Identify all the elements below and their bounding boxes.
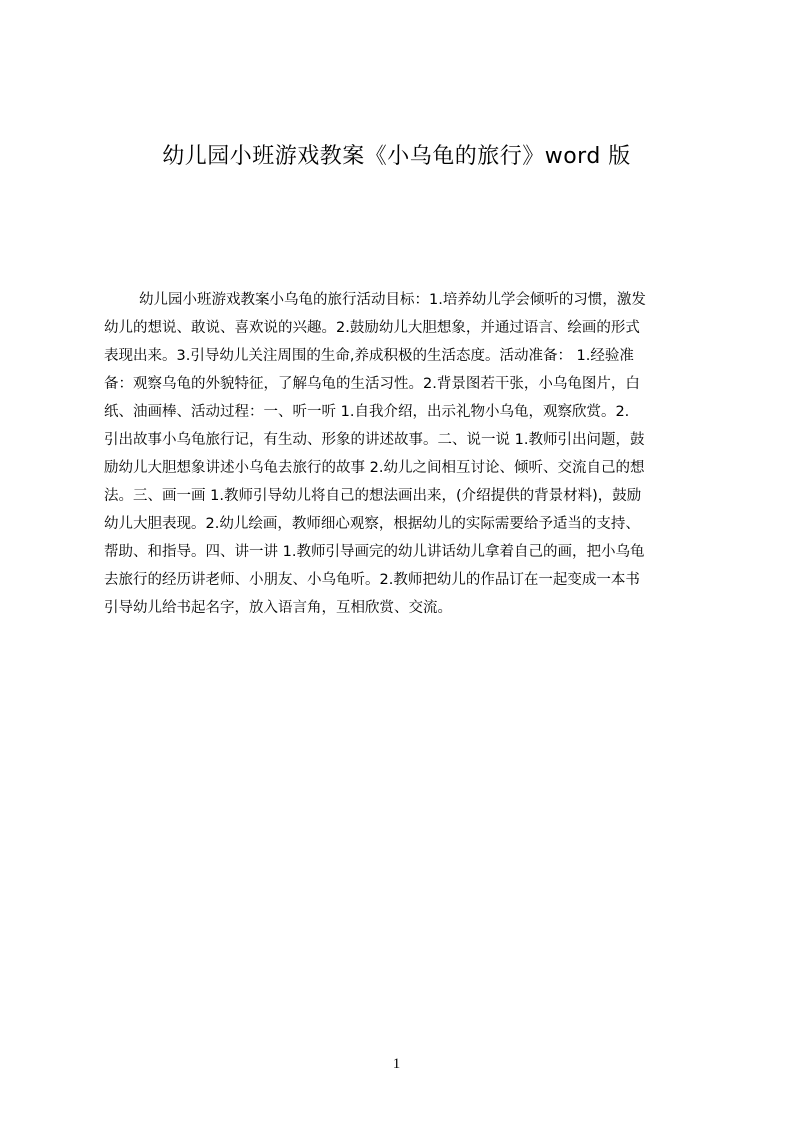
body-line: 励幼儿大胆想象讲述小乌龟去旅行的故事 2.幼儿之间相互讨论、倾听、交流自己的想 bbox=[104, 460, 645, 476]
body-line: 幼儿的想说、敢说、喜欢说的兴趣。2.鼓励幼儿大胆想象，并通过语言、绘画的形式 bbox=[104, 320, 640, 336]
document-body bbox=[104, 286, 698, 626]
body-line: 备：观察乌龟的外貌特征，了解乌龟的生活习性。2.背景图若干张，小乌龟图片，白 bbox=[104, 376, 640, 392]
body-line: 幼儿大胆表现。2.幼儿绘画，教师细心观察，根据幼儿的实际需要给予适当的支持、 bbox=[104, 516, 640, 532]
body-line: 法。三、画一画 1.教师引导幼儿将自己的想法画出来，(介绍提供的背景材料)，鼓励 bbox=[104, 488, 642, 504]
page-number: 1 bbox=[392, 1056, 401, 1072]
body-line: 表现出来。3.引导幼儿关注周围的生命,养成积极的生活态度。活动准备： 1.经验准 bbox=[104, 348, 634, 364]
document-title: 幼儿园小班游戏教案《小乌龟的旅行》word 版 bbox=[162, 144, 631, 169]
body-line: 帮助、和指导。四、讲一讲 1.教师引导画完的幼儿讲话幼儿拿着自己的画，把小乌龟 bbox=[104, 544, 645, 560]
body-line: 去旅行的经历讲老师、小朋友、小乌龟听。2.教师把幼儿的作品订在一起变成一本书 bbox=[104, 572, 640, 588]
body-line: 引出故事小乌龟旅行记，有生动、形象的讲述故事。二、说一说 1.教师引出问题，鼓 bbox=[104, 432, 645, 448]
body-line: 幼儿园小班游戏教案小乌龟的旅行活动目标：1.培养幼儿学会倾听的习惯，激发 bbox=[139, 292, 646, 308]
body-line: 引导幼儿给书起名字，放入语言角，互相欣赏、交流。 bbox=[104, 600, 452, 616]
body-line: 纸、油画棒、活动过程：一、听一听 1.自我介绍，出示礼物小乌龟，观察欣赏。2. bbox=[104, 404, 630, 420]
